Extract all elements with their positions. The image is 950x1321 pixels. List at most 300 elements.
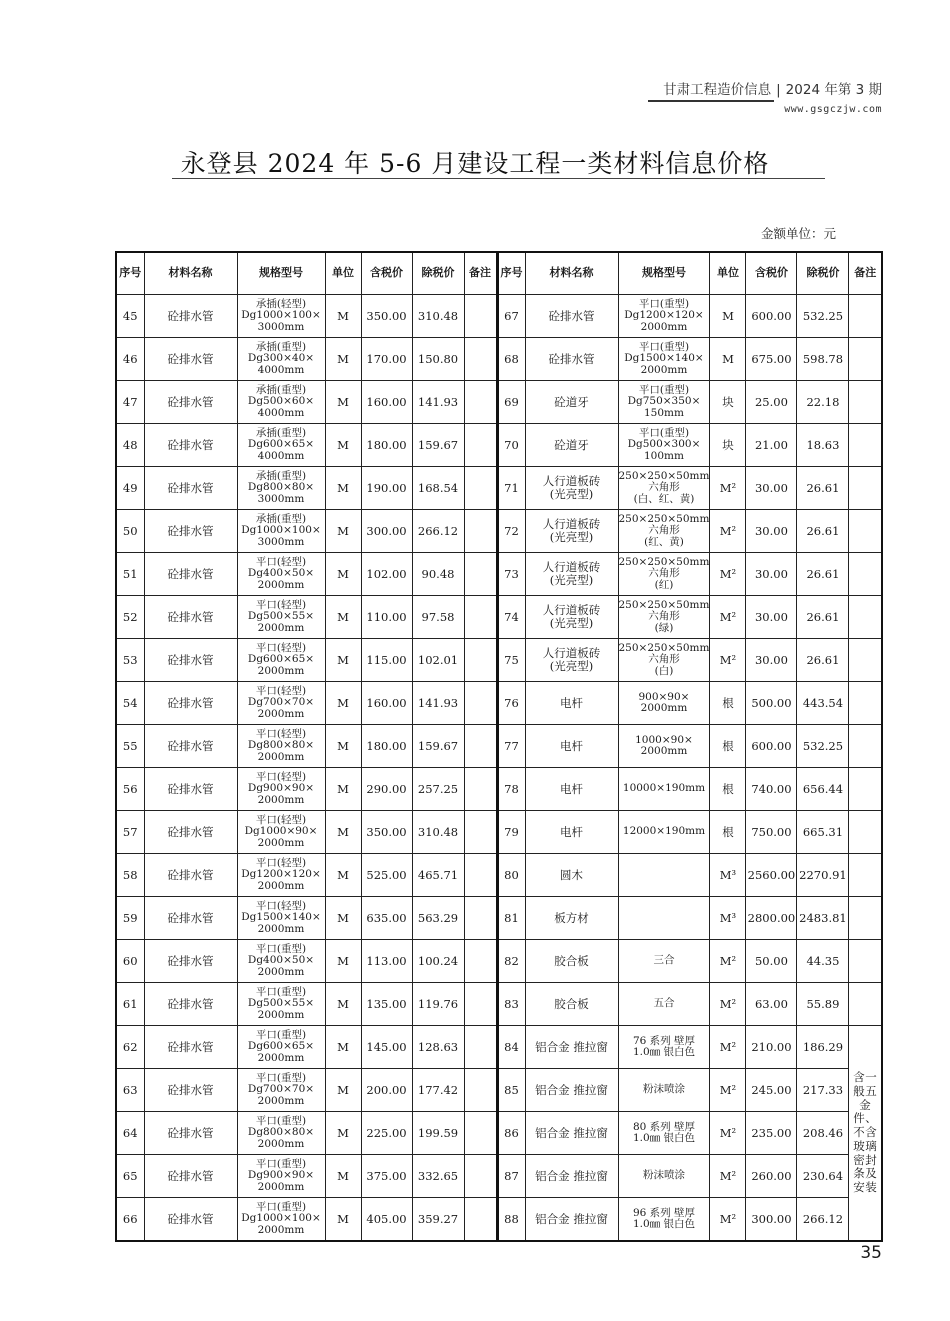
cell-tax-price: 200.00 <box>361 1069 412 1112</box>
cell-notax-price: 465.71 <box>412 854 464 897</box>
cell-note <box>464 811 497 854</box>
cell-name: 砼排水管 <box>144 682 237 725</box>
cell-no: 70 <box>497 424 525 467</box>
cell-tax-price: 50.00 <box>746 940 797 983</box>
cell-unit: M <box>710 295 746 338</box>
cell-tax-price: 245.00 <box>746 1069 797 1112</box>
cell-unit: M <box>325 424 361 467</box>
col-header-name: 材料名称 <box>144 252 237 295</box>
cell-name: 电杆 <box>525 725 618 768</box>
cell-tax-price: 21.00 <box>746 424 797 467</box>
cell-notax-price: 266.12 <box>412 510 464 553</box>
cell-tax-price: 290.00 <box>361 768 412 811</box>
cell-tax-price: 160.00 <box>361 682 412 725</box>
cell-name: 砼排水管 <box>144 1198 237 1242</box>
cell-tax-price: 30.00 <box>746 639 797 682</box>
cell-no: 45 <box>116 295 144 338</box>
cell-tax-price: 180.00 <box>361 424 412 467</box>
cell-notax-price: 217.33 <box>797 1069 849 1112</box>
cell-name: 砼排水管 <box>144 424 237 467</box>
cell-spec: 平口(轻型) Dg1000×90× 2000mm <box>237 811 325 854</box>
cell-note <box>849 940 882 983</box>
cell-spec: 平口(轻型) Dg800×80× 2000mm <box>237 725 325 768</box>
cell-spec: 平口(重型) Dg800×80× 2000mm <box>237 1112 325 1155</box>
cell-no: 51 <box>116 553 144 596</box>
price-table-wrap <box>115 251 883 1242</box>
cell-no: 55 <box>116 725 144 768</box>
cell-tax-price: 170.00 <box>361 338 412 381</box>
cell-unit: M² <box>710 1026 746 1069</box>
cell-name: 胶合板 <box>525 940 618 983</box>
cell-note <box>464 768 497 811</box>
table-row <box>116 596 882 639</box>
cell-note <box>464 682 497 725</box>
cell-note <box>464 467 497 510</box>
cell-name: 砼排水管 <box>144 897 237 940</box>
cell-unit: M³ <box>710 854 746 897</box>
cell-notax-price: 332.65 <box>412 1155 464 1198</box>
cell-notax-price: 159.67 <box>412 725 464 768</box>
cell-tax-price: 405.00 <box>361 1198 412 1242</box>
col-header-no: 序号 <box>497 252 525 295</box>
cell-no: 71 <box>497 467 525 510</box>
cell-notax-price: 208.46 <box>797 1112 849 1155</box>
cell-note <box>849 553 882 596</box>
cell-tax-price: 160.00 <box>361 381 412 424</box>
cell-spec: 承插(重型) Dg300×40× 4000mm <box>237 338 325 381</box>
cell-unit: M <box>325 811 361 854</box>
cell-unit: M <box>325 897 361 940</box>
cell-notax-price: 532.25 <box>797 725 849 768</box>
cell-note <box>849 897 882 940</box>
cell-spec: 三合 <box>618 940 710 983</box>
col-header-tax-price: 含税价 <box>746 252 797 295</box>
cell-unit: M <box>325 854 361 897</box>
cell-name: 胶合板 <box>525 983 618 1026</box>
cell-note <box>464 381 497 424</box>
cell-name: 砼排水管 <box>144 338 237 381</box>
cell-name: 圆木 <box>525 854 618 897</box>
cell-note <box>464 639 497 682</box>
cell-note <box>464 897 497 940</box>
cell-unit: M <box>325 467 361 510</box>
cell-notax-price: 563.29 <box>412 897 464 940</box>
cell-name: 砼排水管 <box>144 940 237 983</box>
cell-no: 52 <box>116 596 144 639</box>
cell-no: 80 <box>497 854 525 897</box>
cell-tax-price: 102.00 <box>361 553 412 596</box>
cell-name: 电杆 <box>525 811 618 854</box>
table-row <box>116 553 882 596</box>
cell-unit: M <box>325 1069 361 1112</box>
cell-no: 84 <box>497 1026 525 1069</box>
cell-spec: 250×250×50mm 六角形 (红、黄) <box>618 510 710 553</box>
cell-notax-price: 230.64 <box>797 1155 849 1198</box>
cell-no: 79 <box>497 811 525 854</box>
cell-no: 62 <box>116 1026 144 1069</box>
cell-no: 68 <box>497 338 525 381</box>
cell-spec: 平口(重型) Dg900×90× 2000mm <box>237 1155 325 1198</box>
cell-tax-price: 115.00 <box>361 639 412 682</box>
cell-notax-price: 598.78 <box>797 338 849 381</box>
cell-tax-price: 750.00 <box>746 811 797 854</box>
col-header-unit: 单位 <box>325 252 361 295</box>
cell-no: 54 <box>116 682 144 725</box>
cell-tax-price: 300.00 <box>361 510 412 553</box>
cell-unit: M <box>325 338 361 381</box>
page-number: 35 <box>860 1243 882 1263</box>
cell-notax-price: 100.24 <box>412 940 464 983</box>
cell-unit: M³ <box>710 897 746 940</box>
cell-notax-price: 102.01 <box>412 639 464 682</box>
website: www.gsgczjw.com <box>784 104 882 115</box>
table-row <box>116 897 882 940</box>
cell-notax-price: 532.25 <box>797 295 849 338</box>
cell-no: 50 <box>116 510 144 553</box>
cell-note <box>464 983 497 1026</box>
col-header-name: 材料名称 <box>525 252 618 295</box>
cell-name: 砼排水管 <box>144 1112 237 1155</box>
cell-name: 铝合金 推拉窗 <box>525 1026 618 1069</box>
cell-unit: M <box>325 295 361 338</box>
table-row <box>116 682 882 725</box>
cell-tax-price: 30.00 <box>746 596 797 639</box>
cell-notax-price: 55.89 <box>797 983 849 1026</box>
cell-spec <box>618 854 710 897</box>
cell-note <box>464 1069 497 1112</box>
cell-notax-price: 310.48 <box>412 811 464 854</box>
cell-name: 铝合金 推拉窗 <box>525 1198 618 1242</box>
table-row <box>116 1198 882 1242</box>
cell-spec: 平口(轻型) Dg600×65× 2000mm <box>237 639 325 682</box>
cell-note <box>849 725 882 768</box>
cell-name: 砼排水管 <box>144 854 237 897</box>
cell-notax-price: 18.63 <box>797 424 849 467</box>
cell-no: 64 <box>116 1112 144 1155</box>
cell-unit: M <box>325 639 361 682</box>
cell-tax-price: 350.00 <box>361 811 412 854</box>
cell-name: 铝合金 推拉窗 <box>525 1155 618 1198</box>
cell-notax-price: 665.31 <box>797 811 849 854</box>
table-row <box>116 381 882 424</box>
cell-spec: 平口(重型) Dg1500×140× 2000mm <box>618 338 710 381</box>
cell-notax-price: 22.18 <box>797 381 849 424</box>
cell-tax-price: 300.00 <box>746 1198 797 1242</box>
col-header-spec: 规格型号 <box>237 252 325 295</box>
cell-tax-price: 350.00 <box>361 295 412 338</box>
cell-spec: 承插(重型) Dg1000×100× 3000mm <box>237 510 325 553</box>
cell-name: 电杆 <box>525 682 618 725</box>
cell-no: 88 <box>497 1198 525 1242</box>
cell-note <box>464 338 497 381</box>
cell-note <box>849 467 882 510</box>
cell-notax-price: 443.54 <box>797 682 849 725</box>
cell-tax-price: 110.00 <box>361 596 412 639</box>
cell-name: 砼排水管 <box>144 467 237 510</box>
cell-name: 砼排水管 <box>144 639 237 682</box>
cell-notax-price: 150.80 <box>412 338 464 381</box>
cell-no: 73 <box>497 553 525 596</box>
cell-no: 74 <box>497 596 525 639</box>
cell-spec: 承插(重型) Dg600×65× 4000mm <box>237 424 325 467</box>
table-row <box>116 768 882 811</box>
cell-unit: M <box>325 1198 361 1242</box>
cell-spec: 12000×190mm <box>618 811 710 854</box>
cell-note <box>464 295 497 338</box>
cell-notax-price: 310.48 <box>412 295 464 338</box>
cell-spec: 平口(重型) Dg1200×120× 2000mm <box>618 295 710 338</box>
cell-spec: 平口(轻型) Dg500×55× 2000mm <box>237 596 325 639</box>
table-row <box>116 1155 882 1198</box>
cell-notax-price: 26.61 <box>797 553 849 596</box>
cell-name: 人行道板砖 (光亮型) <box>525 553 618 596</box>
cell-notax-price: 168.54 <box>412 467 464 510</box>
cell-notax-price: 26.61 <box>797 596 849 639</box>
table-row <box>116 1069 882 1112</box>
col-header-note: 备注 <box>464 252 497 295</box>
table-row <box>116 639 882 682</box>
cell-spec: 900×90× 2000mm <box>618 682 710 725</box>
cell-no: 87 <box>497 1155 525 1198</box>
cell-no: 63 <box>116 1069 144 1112</box>
cell-spec <box>618 897 710 940</box>
cell-no: 56 <box>116 768 144 811</box>
cell-no: 81 <box>497 897 525 940</box>
cell-spec: 76 系列 壁厚 1.0㎜ 银白色 <box>618 1026 710 1069</box>
cell-group-note: 含一 般五 金件、 不含 玻璃 密封 条及 安装 <box>849 1026 882 1242</box>
cell-notax-price: 199.59 <box>412 1112 464 1155</box>
cell-spec: 平口(重型) Dg400×50× 2000mm <box>237 940 325 983</box>
col-header-notax-price: 除税价 <box>412 252 464 295</box>
cell-spec: 250×250×50mm 六角形 (绿) <box>618 596 710 639</box>
cell-spec: 承插(轻型) Dg1000×100× 3000mm <box>237 295 325 338</box>
cell-note <box>464 1026 497 1069</box>
page-title: 永登县 2024 年 5-6 月建设工程一类材料信息价格 <box>180 149 770 178</box>
cell-no: 57 <box>116 811 144 854</box>
cell-notax-price: 26.61 <box>797 467 849 510</box>
cell-note <box>464 1155 497 1198</box>
cell-tax-price: 525.00 <box>361 854 412 897</box>
cell-tax-price: 740.00 <box>746 768 797 811</box>
col-header-tax-price: 含税价 <box>361 252 412 295</box>
cell-notax-price: 44.35 <box>797 940 849 983</box>
cell-spec: 10000×190mm <box>618 768 710 811</box>
cell-name: 人行道板砖 (光亮型) <box>525 467 618 510</box>
cell-spec: 平口(重型) Dg500×300× 100mm <box>618 424 710 467</box>
cell-spec: 96 系列 壁厚 1.0㎜ 银白色 <box>618 1198 710 1242</box>
cell-name: 砼道牙 <box>525 424 618 467</box>
cell-unit: M² <box>710 1198 746 1242</box>
cell-note <box>464 510 497 553</box>
cell-spec: 平口(轻型) Dg900×90× 2000mm <box>237 768 325 811</box>
cell-name: 砼排水管 <box>144 811 237 854</box>
cell-tax-price: 63.00 <box>746 983 797 1026</box>
cell-notax-price: 177.42 <box>412 1069 464 1112</box>
cell-no: 72 <box>497 510 525 553</box>
cell-spec: 承插(重型) Dg500×60× 4000mm <box>237 381 325 424</box>
cell-unit: M <box>325 682 361 725</box>
table-row <box>116 1112 882 1155</box>
cell-notax-price: 257.25 <box>412 768 464 811</box>
cell-no: 59 <box>116 897 144 940</box>
table-row <box>116 854 882 897</box>
cell-unit: 根 <box>710 725 746 768</box>
cell-name: 砼排水管 <box>144 1026 237 1069</box>
cell-tax-price: 180.00 <box>361 725 412 768</box>
cell-unit: M <box>325 1155 361 1198</box>
cell-note <box>464 725 497 768</box>
table-row <box>116 467 882 510</box>
journal-name: 甘肃工程造价信息 <box>663 82 772 98</box>
cell-name: 砼排水管 <box>144 596 237 639</box>
cell-spec: 250×250×50mm 六角形 (白、红、黄) <box>618 467 710 510</box>
cell-notax-price: 2270.91 <box>797 854 849 897</box>
cell-note <box>849 596 882 639</box>
cell-no: 83 <box>497 983 525 1026</box>
cell-note <box>849 295 882 338</box>
cell-spec: 平口(重型) Dg500×55× 2000mm <box>237 983 325 1026</box>
cell-note <box>849 768 882 811</box>
cell-no: 48 <box>116 424 144 467</box>
cell-name: 砼排水管 <box>525 295 618 338</box>
cell-name: 砼排水管 <box>144 381 237 424</box>
cell-spec: 粉沫喷涂 <box>618 1155 710 1198</box>
cell-name: 砼排水管 <box>144 725 237 768</box>
cell-no: 49 <box>116 467 144 510</box>
cell-spec: 80 系列 壁厚 1.0㎜ 银白色 <box>618 1112 710 1155</box>
cell-note <box>849 381 882 424</box>
col-header-spec: 规格型号 <box>618 252 710 295</box>
cell-name: 砼道牙 <box>525 381 618 424</box>
cell-name: 砼排水管 <box>144 768 237 811</box>
cell-note <box>464 1198 497 1242</box>
cell-name: 电杆 <box>525 768 618 811</box>
cell-notax-price: 90.48 <box>412 553 464 596</box>
cell-name: 人行道板砖 (光亮型) <box>525 510 618 553</box>
cell-unit: M² <box>710 940 746 983</box>
cell-tax-price: 113.00 <box>361 940 412 983</box>
cell-unit: M <box>325 553 361 596</box>
table-row <box>116 1026 882 1069</box>
cell-name: 砼排水管 <box>144 983 237 1026</box>
cell-name: 人行道板砖 (光亮型) <box>525 639 618 682</box>
table-header-row <box>116 252 882 295</box>
cell-no: 85 <box>497 1069 525 1112</box>
cell-spec: 平口(重型) Dg600×65× 2000mm <box>237 1026 325 1069</box>
cell-notax-price: 97.58 <box>412 596 464 639</box>
cell-spec: 1000×90× 2000mm <box>618 725 710 768</box>
cell-note <box>464 596 497 639</box>
table-row <box>116 424 882 467</box>
cell-unit: M² <box>710 467 746 510</box>
price-table <box>115 251 883 1242</box>
cell-tax-price: 600.00 <box>746 295 797 338</box>
table-body <box>116 295 882 1242</box>
cell-note <box>849 424 882 467</box>
col-header-unit: 单位 <box>710 252 746 295</box>
cell-no: 86 <box>497 1112 525 1155</box>
cell-no: 46 <box>116 338 144 381</box>
cell-tax-price: 30.00 <box>746 467 797 510</box>
cell-note <box>464 1112 497 1155</box>
amount-unit-label: 金额单位：元 <box>760 226 836 241</box>
cell-notax-price: 159.67 <box>412 424 464 467</box>
cell-unit: M² <box>710 1069 746 1112</box>
cell-unit: M <box>325 768 361 811</box>
cell-note <box>849 639 882 682</box>
cell-unit: M² <box>710 1112 746 1155</box>
cell-no: 82 <box>497 940 525 983</box>
cell-tax-price: 190.00 <box>361 467 412 510</box>
cell-no: 77 <box>497 725 525 768</box>
cell-unit: M <box>325 983 361 1026</box>
cell-spec: 平口(重型) Dg750×350× 150mm <box>618 381 710 424</box>
cell-no: 58 <box>116 854 144 897</box>
cell-note <box>464 854 497 897</box>
cell-name: 砼排水管 <box>144 553 237 596</box>
cell-notax-price: 26.61 <box>797 639 849 682</box>
cell-name: 板方材 <box>525 897 618 940</box>
cell-name: 砼排水管 <box>144 510 237 553</box>
cell-spec: 承插(重型) Dg800×80× 3000mm <box>237 467 325 510</box>
cell-unit: M <box>325 596 361 639</box>
cell-spec: 平口(重型) Dg700×70× 2000mm <box>237 1069 325 1112</box>
table-row <box>116 983 882 1026</box>
cell-name: 砼排水管 <box>525 338 618 381</box>
cell-notax-price: 128.63 <box>412 1026 464 1069</box>
cell-tax-price: 2560.00 <box>746 854 797 897</box>
cell-no: 66 <box>116 1198 144 1242</box>
cell-notax-price: 141.93 <box>412 682 464 725</box>
cell-unit: M <box>325 725 361 768</box>
cell-notax-price: 141.93 <box>412 381 464 424</box>
cell-spec: 平口(重型) Dg1000×100× 2000mm <box>237 1198 325 1242</box>
header-separator: | <box>776 82 781 98</box>
cell-no: 78 <box>497 768 525 811</box>
cell-name: 人行道板砖 (光亮型) <box>525 596 618 639</box>
cell-unit: M <box>325 1112 361 1155</box>
cell-notax-price: 2483.81 <box>797 897 849 940</box>
cell-unit: M² <box>710 596 746 639</box>
table-row <box>116 510 882 553</box>
cell-tax-price: 635.00 <box>361 897 412 940</box>
cell-tax-price: 145.00 <box>361 1026 412 1069</box>
cell-unit: 根 <box>710 682 746 725</box>
cell-name: 砼排水管 <box>144 1155 237 1198</box>
col-header-note: 备注 <box>849 252 882 295</box>
cell-unit: 块 <box>710 424 746 467</box>
cell-tax-price: 30.00 <box>746 510 797 553</box>
cell-no: 76 <box>497 682 525 725</box>
cell-spec: 平口(轻型) Dg400×50× 2000mm <box>237 553 325 596</box>
cell-tax-price: 600.00 <box>746 725 797 768</box>
cell-tax-price: 135.00 <box>361 983 412 1026</box>
cell-note <box>849 811 882 854</box>
cell-tax-price: 30.00 <box>746 553 797 596</box>
cell-note <box>464 940 497 983</box>
journal-header <box>663 78 882 98</box>
journal-issue: 2024 年第 3 期 <box>785 82 882 98</box>
cell-unit: M <box>325 381 361 424</box>
cell-tax-price: 235.00 <box>746 1112 797 1155</box>
table-row <box>116 940 882 983</box>
cell-notax-price: 186.29 <box>797 1026 849 1069</box>
cell-tax-price: 260.00 <box>746 1155 797 1198</box>
cell-no: 75 <box>497 639 525 682</box>
cell-no: 69 <box>497 381 525 424</box>
cell-unit: M <box>710 338 746 381</box>
cell-unit: M² <box>710 510 746 553</box>
